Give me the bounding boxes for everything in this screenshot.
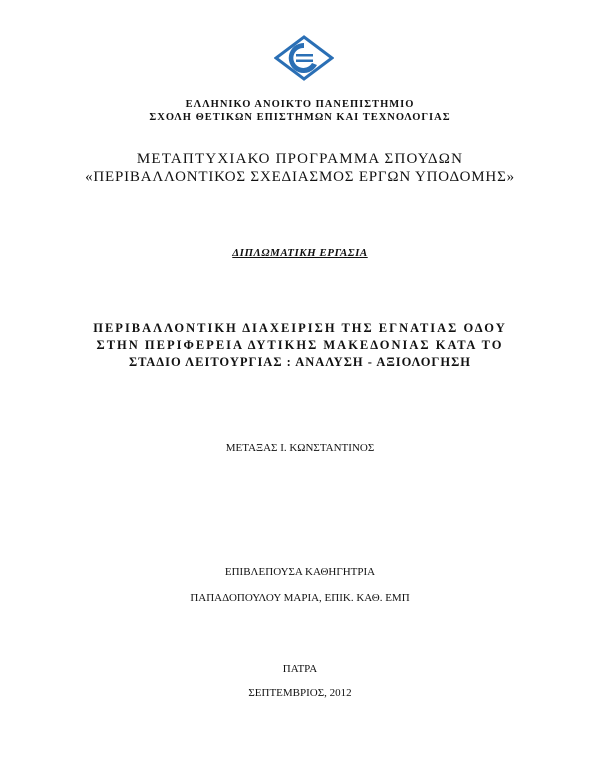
supervisor-name: ΠΑΠΑΔΟΠΟΥΛΟΥ ΜΑΡΙΑ, ΕΠΙΚ. ΚΑΘ. ΕΜΠ [190,592,410,604]
place: ΠΑΤΡΑ [282,663,318,675]
university-logo-icon [274,35,334,81]
supervisor-label: ΕΠΙΒΛΕΠΟΥΣΑ ΚΑΘΗΓΗΤΡΙΑ [224,566,376,578]
document-type: ΔΙΠΛΩΜΑΤΙΚΗ ΕΡΓΑΣΙΑ [232,247,368,259]
author-name: ΜΕΤΑΞΑΣ Ι. ΚΩΝΣΤΑΝΤΙΝΟΣ [225,442,375,454]
school-name: ΣΧΟΛΗ ΘΕΤΙΚΩΝ ΕΠΙΣΤΗΜΩΝ ΚΑΙ ΤΕΧΝΟΛΟΓΙΑΣ [149,112,451,123]
thesis-title-line-3: ΣΤΑΔΙΟ ΛΕΙΤΟΥΡΓΙΑΣ : ΑΝΑΛΥΣΗ - ΑΞΙΟΛΟΓΗΣΗ [128,355,472,369]
thesis-title-line-2: ΣΤΗΝ ΠΕΡΙΦΕΡΕΙΑ ΔΥΤΙΚΗΣ ΜΑΚΕΔΟΝΙΑΣ ΚΑΤΑ ΤΟ [96,338,504,352]
thesis-title-line-1: ΠΕΡΙΒΑΛΛΟΝΤΙΚΗ ΔΙΑΧΕΙΡΙΣΗ ΤΗΣ ΕΓΝΑΤΙΑΣ ΟΔΟΥ [93,321,507,335]
program-title: ΜΕΤΑΠΤΥΧΙΑΚΟ ΠΡΟΓΡΑΜΜΑ ΣΠΟΥΔΩΝ [136,151,464,167]
program-name: «ΠΕΡΙΒΑΛΛΟΝΤΙΚΟΣ ΣΧΕΔΙΑΣΜΟΣ ΕΡΓΩΝ ΥΠΟΔΟΜΗΣ» [85,169,515,185]
university-name: ΕΛΛΗΝΙΚΟ ΑΝΟΙΚΤΟ ΠΑΝΕΠΙΣΤΗΜΙΟ [185,99,415,110]
date: ΣΕΠΤΕΜΒΡΙΟΣ, 2012 [248,687,352,699]
